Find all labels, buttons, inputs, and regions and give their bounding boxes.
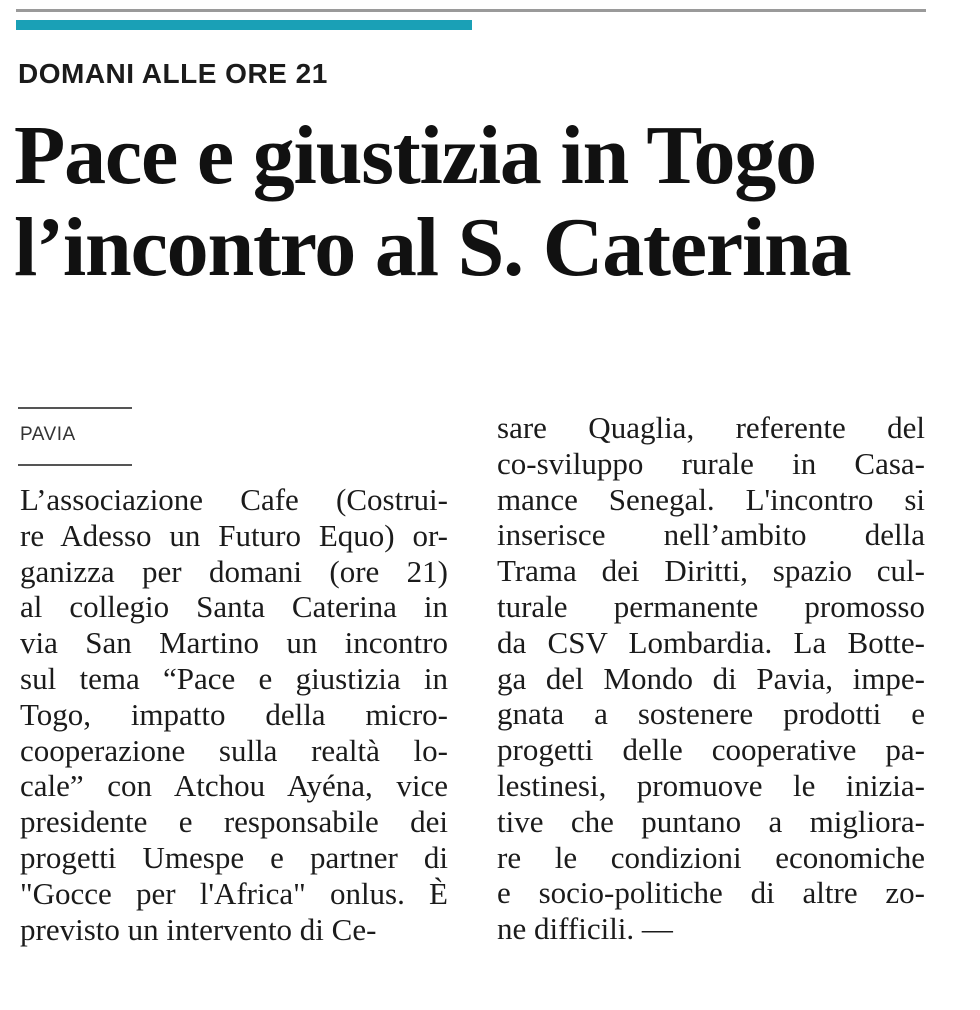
top-rule (16, 9, 926, 12)
article-line: gnata a sostenere prodotti e (497, 696, 925, 732)
headline-line: Pace e giustizia in Togo (14, 109, 816, 202)
article-line: re Adesso un Futuro Equo) or- (20, 517, 448, 553)
article-line: "Gocce per l'Africa" onlus. È (20, 875, 448, 911)
article-line: ga del Mondo di Pavia, impe- (497, 660, 925, 696)
article-line: progetti delle cooperative pa- (497, 732, 925, 768)
article-line: cooperazione sulla realtà lo- (20, 732, 448, 768)
article-line: al collegio Santa Caterina in (20, 589, 448, 625)
article-line: re le condizioni economiche (497, 839, 925, 875)
article-line: Togo, impatto della micro- (20, 696, 448, 732)
headline-line: l’incontro al S. Caterina (14, 201, 851, 294)
headline (14, 110, 934, 294)
article-line: presidente e responsabile dei (20, 804, 448, 840)
kicker: DOMANI ALLE ORE 21 (18, 58, 328, 89)
article-line: Trama dei Diritti, spazio cul- (497, 553, 925, 589)
article-line: previsto un intervento di Ce- (20, 911, 377, 947)
article-line: L’associazione Cafe (Costrui- (20, 482, 448, 517)
article-column-left (20, 482, 448, 947)
dateline-rule (18, 407, 132, 409)
article-line: inserisce nell’ambito della (497, 517, 925, 553)
section-accent-bar (16, 20, 472, 30)
article-line: ganizza per domani (ore 21) (20, 553, 448, 589)
article-line: mance Senegal. L'incontro si (497, 481, 925, 517)
article-line: progetti Umespe e partner di (20, 839, 448, 875)
article-line: da CSV Lombardia. La Botte- (497, 624, 925, 660)
dateline: PAVIA (20, 424, 76, 445)
article-line: co-sviluppo rurale in Casa- (497, 445, 925, 481)
dateline-rule (18, 464, 132, 466)
article-column-right (497, 410, 925, 947)
article-line: sare Quaglia, referente del (497, 410, 925, 445)
article-line: sul tema “Pace e giustizia in (20, 660, 448, 696)
article-line: via San Martino un incontro (20, 625, 448, 661)
article-line: cale” con Atchou Ayéna, vice (20, 768, 448, 804)
article-line: lestinesi, promuove le inizia- (497, 767, 925, 803)
article-line: e socio-politiche di altre zo- (497, 875, 925, 911)
article-line: turale permanente promosso (497, 588, 925, 624)
article-line: tive che puntano a migliora- (497, 803, 925, 839)
article-line: ne difficili. — (497, 911, 673, 947)
